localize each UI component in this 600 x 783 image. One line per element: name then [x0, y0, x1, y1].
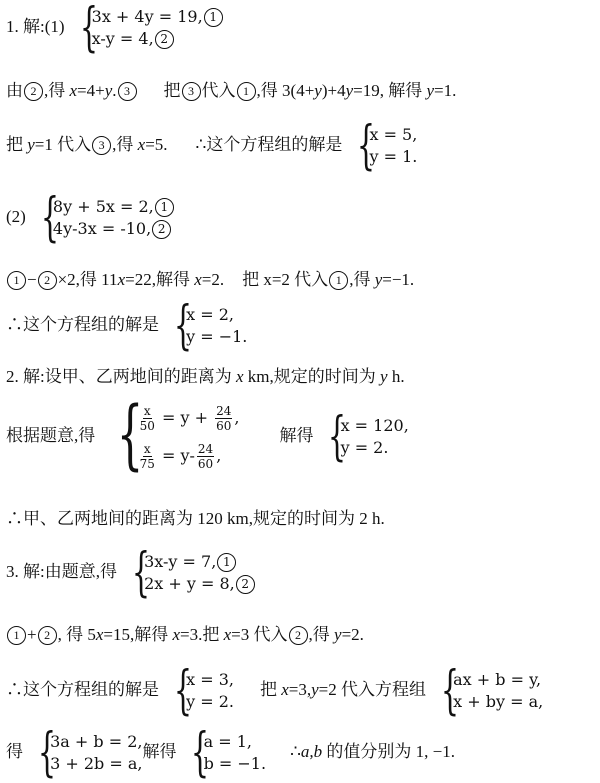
circled-1-marker: 1 — [204, 8, 223, 27]
p4-line3: ∴这个方程组的解是 { x = 3, y = 2. 把 x=3,y=2 代入方程组 { ax + b = y, x + by = a, — [6, 661, 544, 721]
p1-conclusion: ∴这个方程组的解是 — [195, 134, 343, 154]
p4-ab-solution: { a = 1, b = −1. — [191, 723, 267, 783]
p4-heading: 3. 解:由题意,得 — [6, 561, 117, 581]
p1-line2: 由 2 ,得 x=4+y. 3 把 3 代入 1 ,得 3(4+y)+4y=19, 解得 y=1. — [6, 81, 457, 100]
p4-line1 — [6, 543, 256, 603]
p2-line3 — [6, 296, 248, 356]
p2-conclusion: ∴这个方程组的解是 — [6, 314, 159, 334]
p1-line1 — [6, 0, 224, 58]
p1-line3: 把 y=1 代入 3 ,得 x=5. ∴这个方程组的解是 { x = 5, y = 1. — [6, 116, 418, 176]
p2-heading: (2) — [6, 206, 26, 226]
p4-ab-system: { 3a + b = 2, 3 + 2b = a, — [37, 723, 143, 783]
circled-3-marker: 3 — [118, 82, 137, 101]
p3-system: { $\frac{x}{50}$ = y + $\frac{24}{60}$ , $\frac{x}{75}$ = y- $\frac{24}{60}$ , — [117, 389, 240, 478]
p3-solution-system: { x = 120, y = 2. — [328, 407, 409, 467]
p3-conclusion: ∴甲、乙两地间的距离为 120 km,规定的时间为 2 h. — [6, 509, 385, 528]
p2-line1 — [6, 188, 175, 248]
p4-solution-system: { x = 3, y = 2. — [173, 661, 234, 721]
p1-solution-system: { x = 5, y = 1. — [357, 116, 418, 176]
p4-final-answer: 的值分别为 1, −1. — [322, 741, 455, 761]
p4-system: { 3x-y = 7, 1 2x + y = 8, 2 — [117, 551, 256, 595]
p3-line2: 根据题意,得 { $\frac{x}{50}$ = y + $\frac{24}{60}$ , $\frac{x}{75}$ = y- $\frac{24}{60}$ , 解得 { x = 120, y = 2. — [6, 389, 409, 478]
p1-equation-1: 3x + 4y = 19, — [91, 7, 203, 26]
p2-solution-system: { x = 2, y = −1. — [173, 296, 248, 356]
p1-system: { 3x + 4y = 19, 1 x-y = 4, 2 — [65, 6, 224, 50]
p4-line4: 得 { 3a + b = 2, 3 + 2b = a, 解得 { a = 1, b = −1. ∴a,b 的值分别为 1, −1. — [6, 723, 455, 783]
circled-2-marker: 2 — [155, 30, 174, 49]
p4-line2: 1 + 2 , 得 5x=15,解得 x=3.把 x=3 代入 2 ,得 y=2. — [6, 624, 364, 646]
p4-conclusion: ∴这个方程组的解是 — [6, 679, 159, 699]
p1-heading: 1. 解:(1) — [6, 16, 65, 36]
p2-system: { 8y + 5x = 2, 1 4y-3x = -10, 2 — [26, 196, 175, 240]
p2-line2: 1 − 2 ×2,得 11x=22,解得 x=2. 把 x=2 代入 1 ,得 y=−1. — [6, 269, 414, 291]
p3-heading: 2. 解:设甲、乙两地间的距离为 — [6, 367, 236, 386]
p3-line1: 2. 解:设甲、乙两地间的距离为 x km,规定的时间为 y h. — [6, 367, 405, 386]
p4-param-system: { ax + b = y, x + by = a, — [440, 661, 544, 721]
p1-equation-2: x-y = 4, — [91, 29, 154, 48]
